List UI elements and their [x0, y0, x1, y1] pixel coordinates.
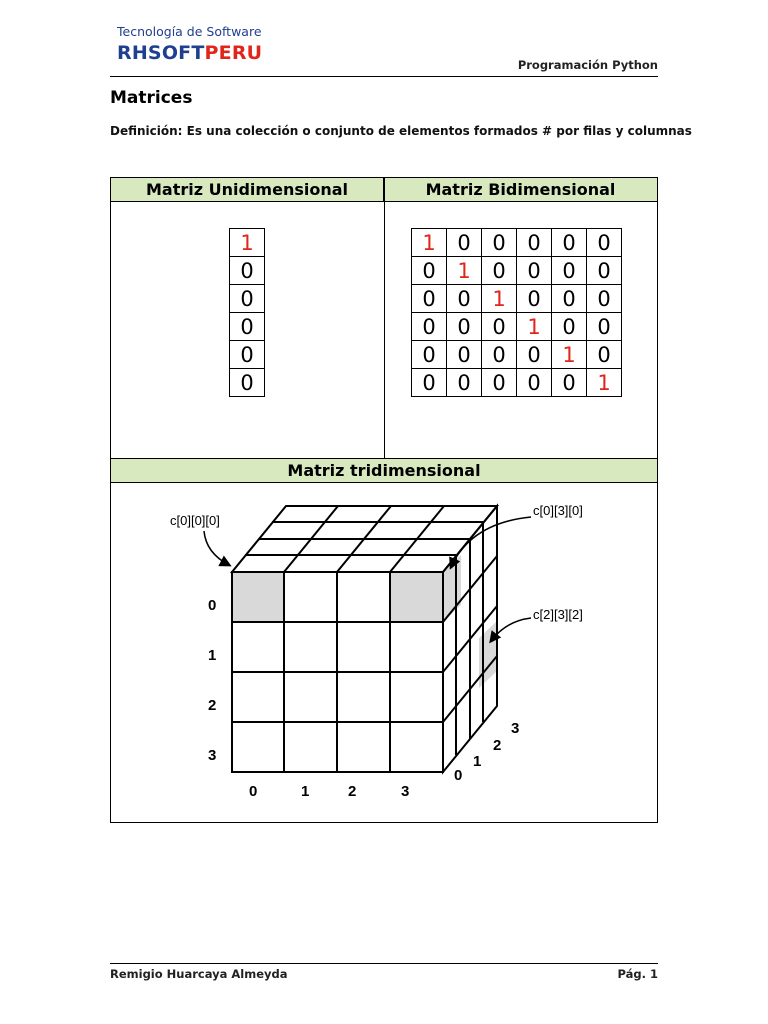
- depth-label-1: 1: [473, 753, 482, 770]
- matrix-cell: 0: [587, 285, 622, 313]
- course-name: Programación Python: [517, 58, 658, 72]
- logo-part-rhsoft: RHSOFT: [117, 42, 205, 64]
- matrix-cell: 0: [517, 369, 552, 397]
- matrix-cell: 0: [482, 313, 517, 341]
- matrix-cell: 0: [412, 313, 447, 341]
- row-label-2: 2: [208, 697, 217, 714]
- logo: [117, 42, 262, 64]
- footer-rule: [110, 963, 658, 964]
- matrix-cell: 0: [230, 341, 265, 369]
- header-tridimensional: Matriz tridimensional: [111, 458, 657, 483]
- col-label-0: 0: [249, 783, 258, 800]
- matrix-cell: 0: [552, 285, 587, 313]
- matrix-cell: 1: [447, 257, 482, 285]
- matrix-cell: 0: [552, 313, 587, 341]
- matrix-cell: 0: [517, 257, 552, 285]
- matrix-cell: 0: [447, 341, 482, 369]
- column-divider: [384, 178, 385, 458]
- footer-page-number: Pág. 1: [617, 967, 658, 981]
- matrix-cell: 0: [552, 229, 587, 257]
- shaded-cell-c030: [391, 572, 443, 622]
- matrix-cell: 0: [587, 341, 622, 369]
- matrix-cell: 0: [517, 285, 552, 313]
- header-bidimensional: Matriz Bidimensional: [384, 178, 657, 202]
- arrow-c000: [204, 531, 229, 565]
- logo-tagline: Tecnología de Software: [117, 24, 262, 39]
- definition-text: Definición: Es una colección o conjunto de elementos formados # por filas y columnas: [110, 124, 692, 138]
- matrix-cell: 1: [552, 341, 587, 369]
- matrix-cell: 0: [517, 229, 552, 257]
- matrix-cell: 0: [412, 369, 447, 397]
- matrix-cell: 0: [482, 229, 517, 257]
- header-rule: [110, 76, 658, 77]
- depth-label-0: 0: [454, 767, 463, 784]
- label-c000: c[0][0][0]: [170, 513, 220, 528]
- matrix-cell: 1: [587, 369, 622, 397]
- col-label-3: 3: [401, 783, 410, 800]
- matrix-cell: 0: [517, 341, 552, 369]
- bidimensional-matrix: [411, 228, 622, 397]
- matrix-cell: 0: [230, 257, 265, 285]
- col-label-1: 1: [301, 783, 310, 800]
- matrix-cell: 0: [412, 341, 447, 369]
- matrix-cell: 0: [482, 369, 517, 397]
- page-title: Matrices: [110, 88, 193, 108]
- col-label-2: 2: [348, 783, 357, 800]
- logo-part-peru: PERU: [204, 42, 263, 64]
- row-label-0: 0: [208, 597, 217, 614]
- matrix-cell: 0: [482, 257, 517, 285]
- shaded-cell-c000: [232, 572, 284, 622]
- row-label-1: 1: [208, 647, 217, 664]
- matrix-cell: 0: [412, 285, 447, 313]
- matrix-cell: 0: [230, 313, 265, 341]
- footer-author: Remigio Huarcaya Almeyda: [110, 967, 288, 981]
- shaded-side-c232: [479, 621, 497, 688]
- matrix-cell: 0: [230, 285, 265, 313]
- unidimensional-matrix: [229, 228, 265, 397]
- matrices-table: [110, 177, 658, 823]
- depth-label-3: 3: [511, 720, 520, 737]
- matrix-cell: 0: [447, 313, 482, 341]
- matrix-cell: 0: [552, 369, 587, 397]
- arrow-c030: [451, 517, 531, 567]
- label-c232: c[2][3][2]: [533, 607, 583, 622]
- matrix-cell: 0: [447, 285, 482, 313]
- matrix-cell: 0: [447, 229, 482, 257]
- matrix-cell: 0: [447, 369, 482, 397]
- matrix-cell: 0: [552, 257, 587, 285]
- matrix-cell: 0: [482, 341, 517, 369]
- matrix-cell: 1: [482, 285, 517, 313]
- cube-body: [232, 506, 497, 772]
- matrix-cell: 0: [587, 257, 622, 285]
- depth-label-2: 2: [493, 737, 502, 754]
- header-unidimensional: Matriz Unidimensional: [111, 178, 384, 202]
- matrix-cell: 1: [412, 229, 447, 257]
- row-label-3: 3: [208, 747, 217, 764]
- matrix-cell: 1: [230, 229, 265, 257]
- tridimensional-cube-diagram: [111, 483, 657, 822]
- matrix-cell: 0: [587, 229, 622, 257]
- matrix-cell: 0: [587, 313, 622, 341]
- matrix-cell: 0: [412, 257, 447, 285]
- matrix-cell: 0: [230, 369, 265, 397]
- matrix-cell: 1: [517, 313, 552, 341]
- label-c030: c[0][3][0]: [533, 503, 583, 518]
